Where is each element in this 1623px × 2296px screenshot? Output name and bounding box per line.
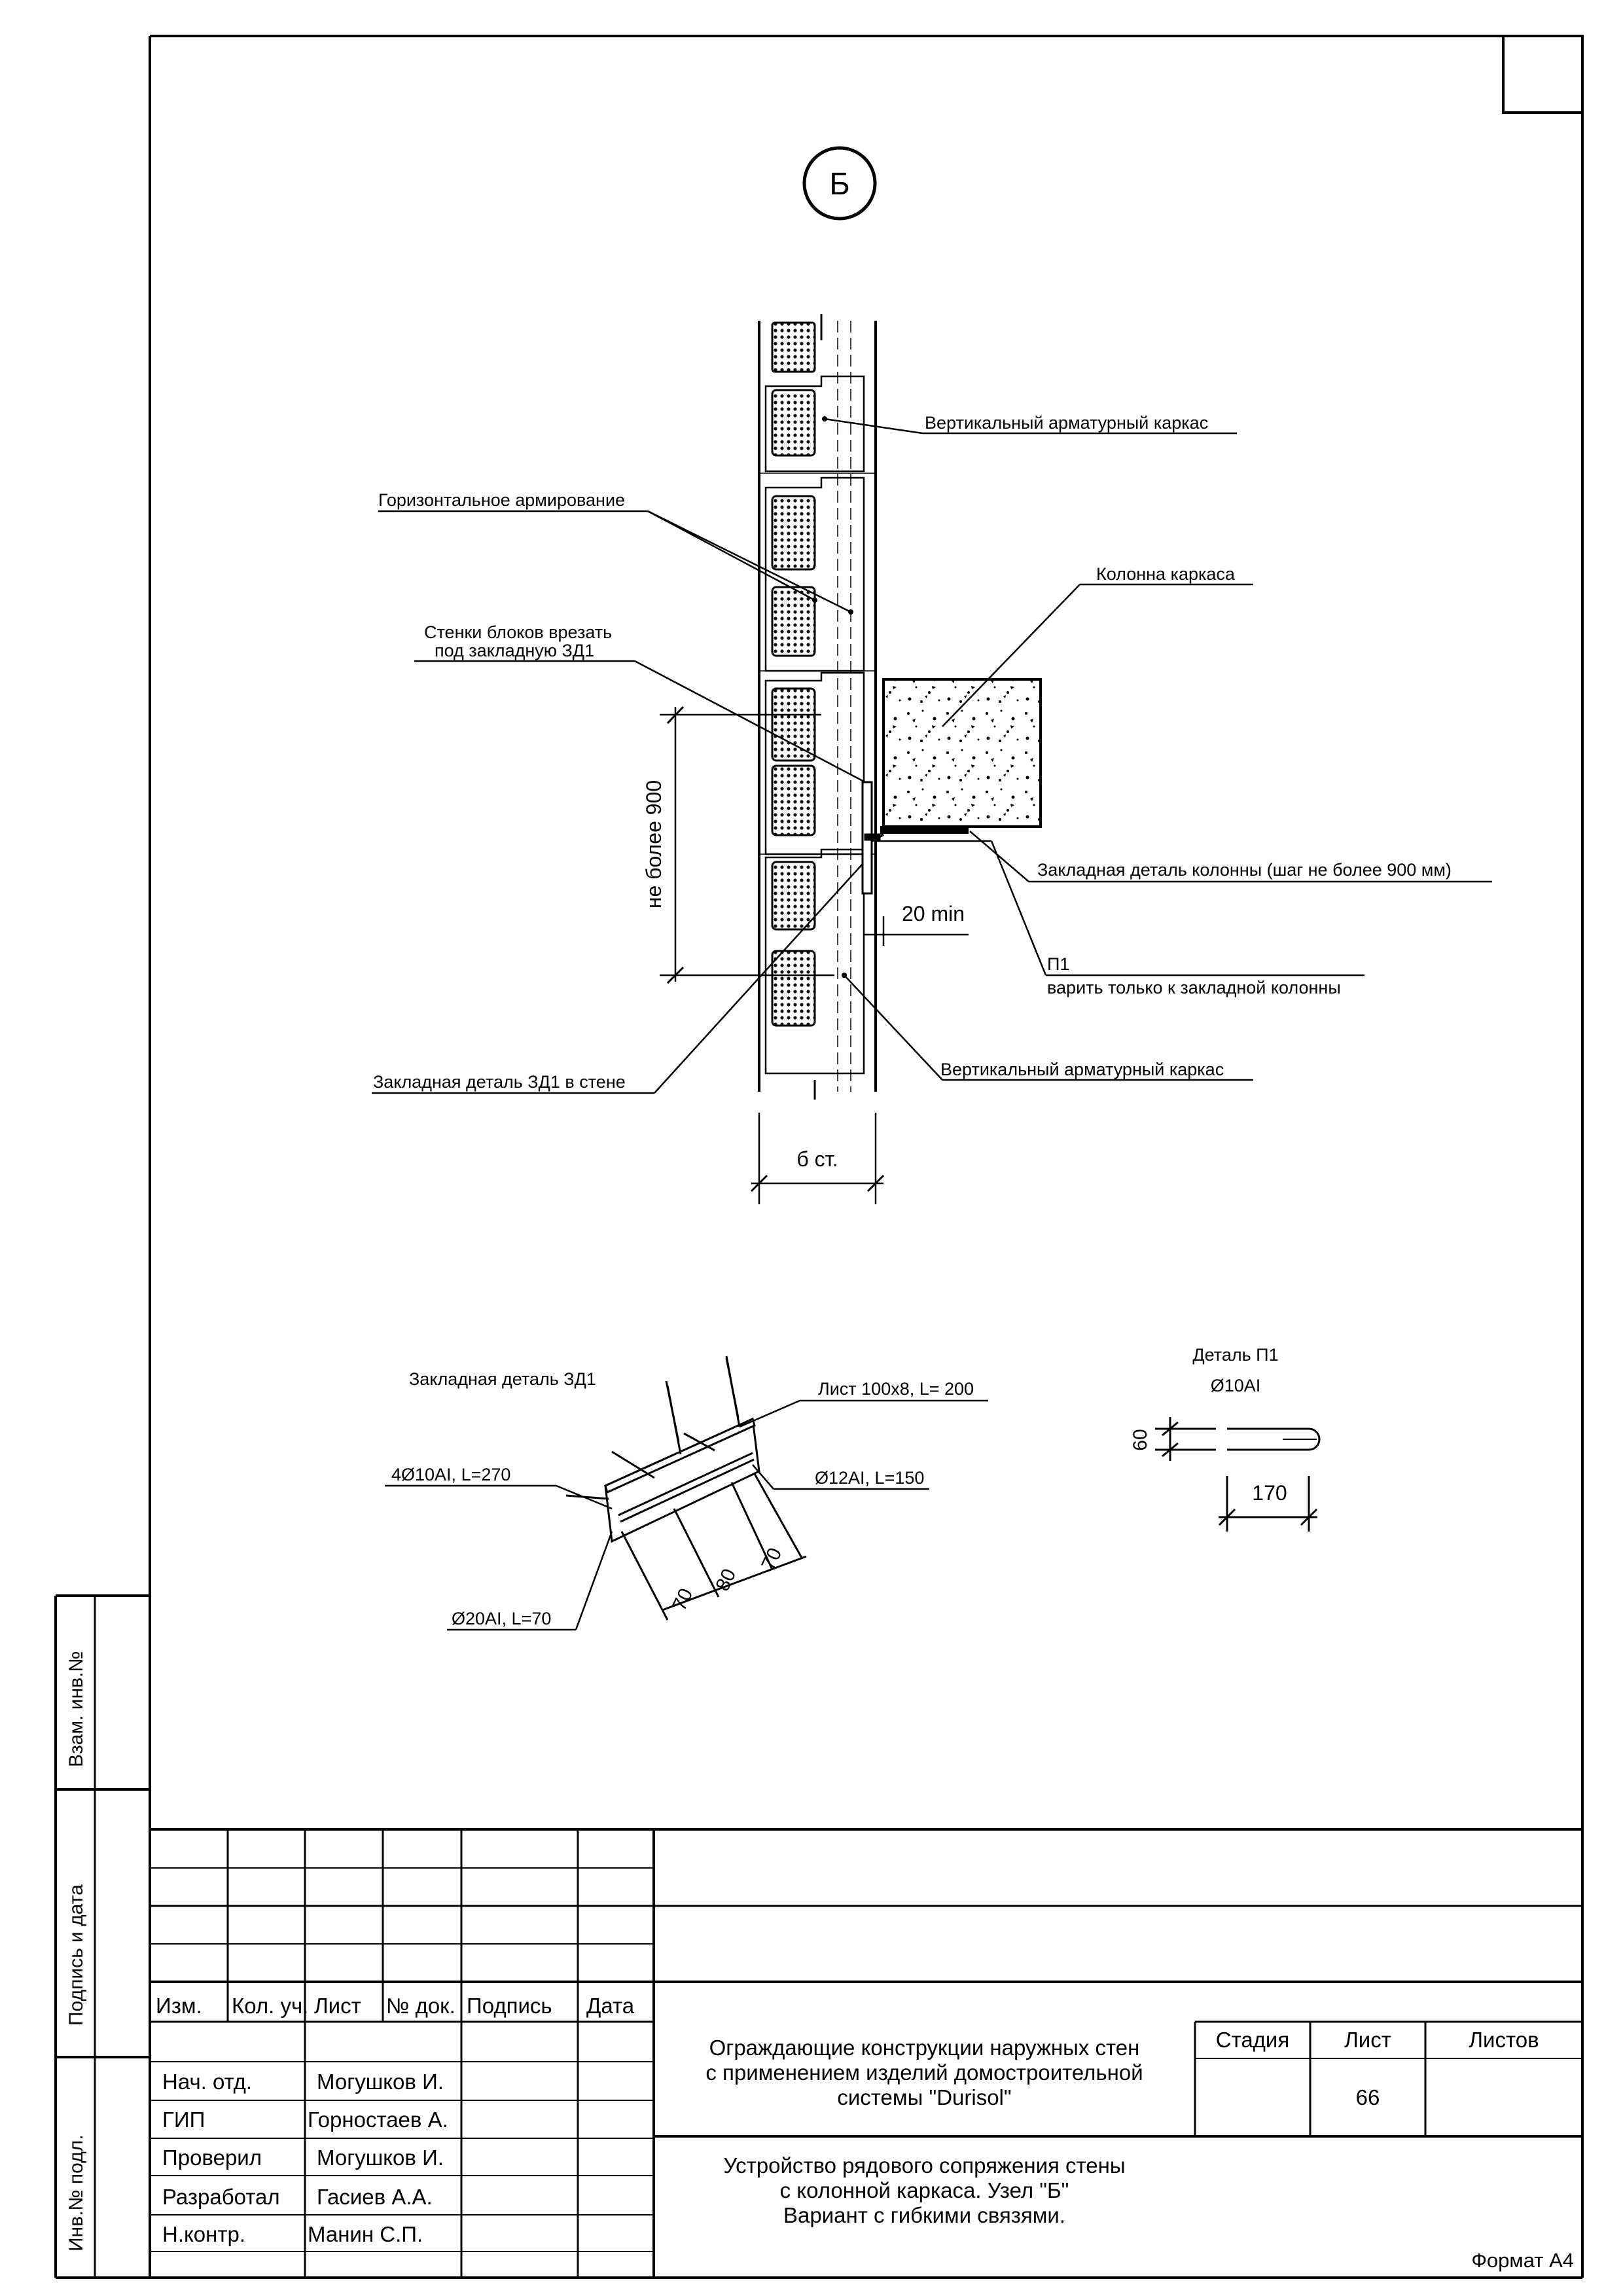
callout-p1: П1	[1047, 954, 1070, 974]
callout-horizontal-reinforcement: Горизонтальное армирование	[378, 490, 626, 510]
stamp-signature-date: Подпись и дата	[65, 1884, 87, 2026]
zd1-title: Закладная деталь ЗД1	[409, 1369, 596, 1389]
tb-header-sheet: Лист	[314, 1994, 361, 2018]
zd1-bar-label: Ø12AI, L=150	[815, 1468, 925, 1488]
tb-sheets-label: Листов	[1469, 2028, 1539, 2052]
callout-wall-embed: Закладная деталь ЗД1 в стене	[373, 1072, 626, 1092]
stamp-replaced-inv: Взам. инв.№	[65, 1651, 87, 1767]
p1-rebar: Ø10AI	[1210, 1376, 1261, 1395]
dim-spacing-label: не более 900	[642, 780, 666, 909]
tb-drawing-line2: с колонной каркаса. Узел "Б"	[779, 2178, 1069, 2202]
dim-wall-thickness-label: б ст.	[796, 1147, 838, 1171]
tb-name-norm-control: Манин С.П.	[308, 2222, 423, 2246]
tb-drawing-title	[654, 2153, 1195, 2228]
tb-role-checked: Проверил	[162, 2145, 262, 2170]
zd1-dim-1: 70	[668, 1585, 698, 1615]
zd1-plate-label: Лист 100х8, L= 200	[818, 1379, 974, 1399]
callout-vertical-frame-bottom: Вертикальный арматурный каркас	[940, 1060, 1224, 1079]
p1-dim-l: 170	[1252, 1481, 1287, 1505]
tb-role-developed: Разработал	[162, 2185, 280, 2209]
callout-column-embed: Закладная деталь колонны (шаг не более 900 мм)	[1037, 860, 1452, 880]
tb-name-head: Могушков И.	[317, 2070, 444, 2094]
format-label: Формат А4	[1471, 2249, 1574, 2272]
leader-dots	[812, 416, 853, 978]
p1-dim-h: 60	[1130, 1429, 1151, 1451]
wall-embed-plate	[863, 782, 883, 893]
tb-role-norm-control: Н.контр.	[162, 2222, 246, 2246]
tb-name-checked: Могушков И.	[317, 2145, 444, 2170]
detail-p1-drawing	[1155, 1417, 1319, 1532]
zd1-stud-label: Ø20AI, L=70	[452, 1609, 552, 1628]
tb-stage-label: Стадия	[1215, 2028, 1290, 2052]
node-label: Б	[829, 167, 850, 202]
tb-drawing-line1: Устройство рядового сопряжения стены	[723, 2153, 1126, 2178]
tb-role-head: Нач. отд.	[162, 2070, 253, 2094]
zd1-dim-3: 70	[757, 1544, 787, 1574]
tb-project-line3: системы "Durisol"	[837, 2085, 1012, 2109]
tb-role-gip: ГИП	[162, 2108, 205, 2132]
callout-vertical-frame-top: Вертикальный арматурный каркас	[925, 413, 1209, 433]
callout-column: Колонна каркаса	[1096, 564, 1235, 584]
callout-p1-weld: варить только к закладной колонны	[1047, 978, 1341, 997]
block-insulation	[772, 323, 815, 1026]
tb-project-title	[654, 2036, 1195, 2110]
tb-header-qty: Кол. уч.	[232, 1994, 309, 2018]
detail-zd1-drawing	[566, 1356, 806, 1620]
tb-header-signature: Подпись	[467, 1994, 552, 2018]
tb-header-date: Дата	[586, 1994, 635, 2018]
tb-project-line1: Ограждающие конструкции наружных стен	[709, 2036, 1140, 2060]
tb-sheet-label: Лист	[1344, 2028, 1391, 2052]
zd1-dim-2: 80	[711, 1565, 741, 1595]
stamp-original-inv: Инв.№ подл.	[65, 2134, 87, 2251]
tb-header-doc: № док.	[386, 1994, 455, 2018]
node-marker	[804, 148, 875, 219]
tb-name-gip: Горностаев А.	[308, 2108, 448, 2132]
tb-header-change: Изм.	[156, 1994, 202, 2018]
zd1-anchors-label: 4Ø10AI, L=270	[391, 1465, 511, 1484]
tb-project-line2: с применением изделий домостроительной	[705, 2060, 1143, 2085]
p1-title: Деталь П1	[1192, 1345, 1279, 1365]
tb-name-developed: Гасиев А.А.	[317, 2185, 433, 2209]
zd1-anchor-bars	[666, 1358, 738, 1442]
callout-cut-walls-1: Стенки блоков врезать	[424, 622, 613, 642]
tb-drawing-line3: Вариант с гибкими связями.	[783, 2203, 1066, 2227]
frame-column	[880, 679, 1041, 834]
dim-gap-label: 20 min	[902, 902, 965, 925]
tb-sheet-number: 66	[1355, 2085, 1380, 2109]
callout-cut-walls-2: под закладную ЗД1	[435, 641, 595, 660]
